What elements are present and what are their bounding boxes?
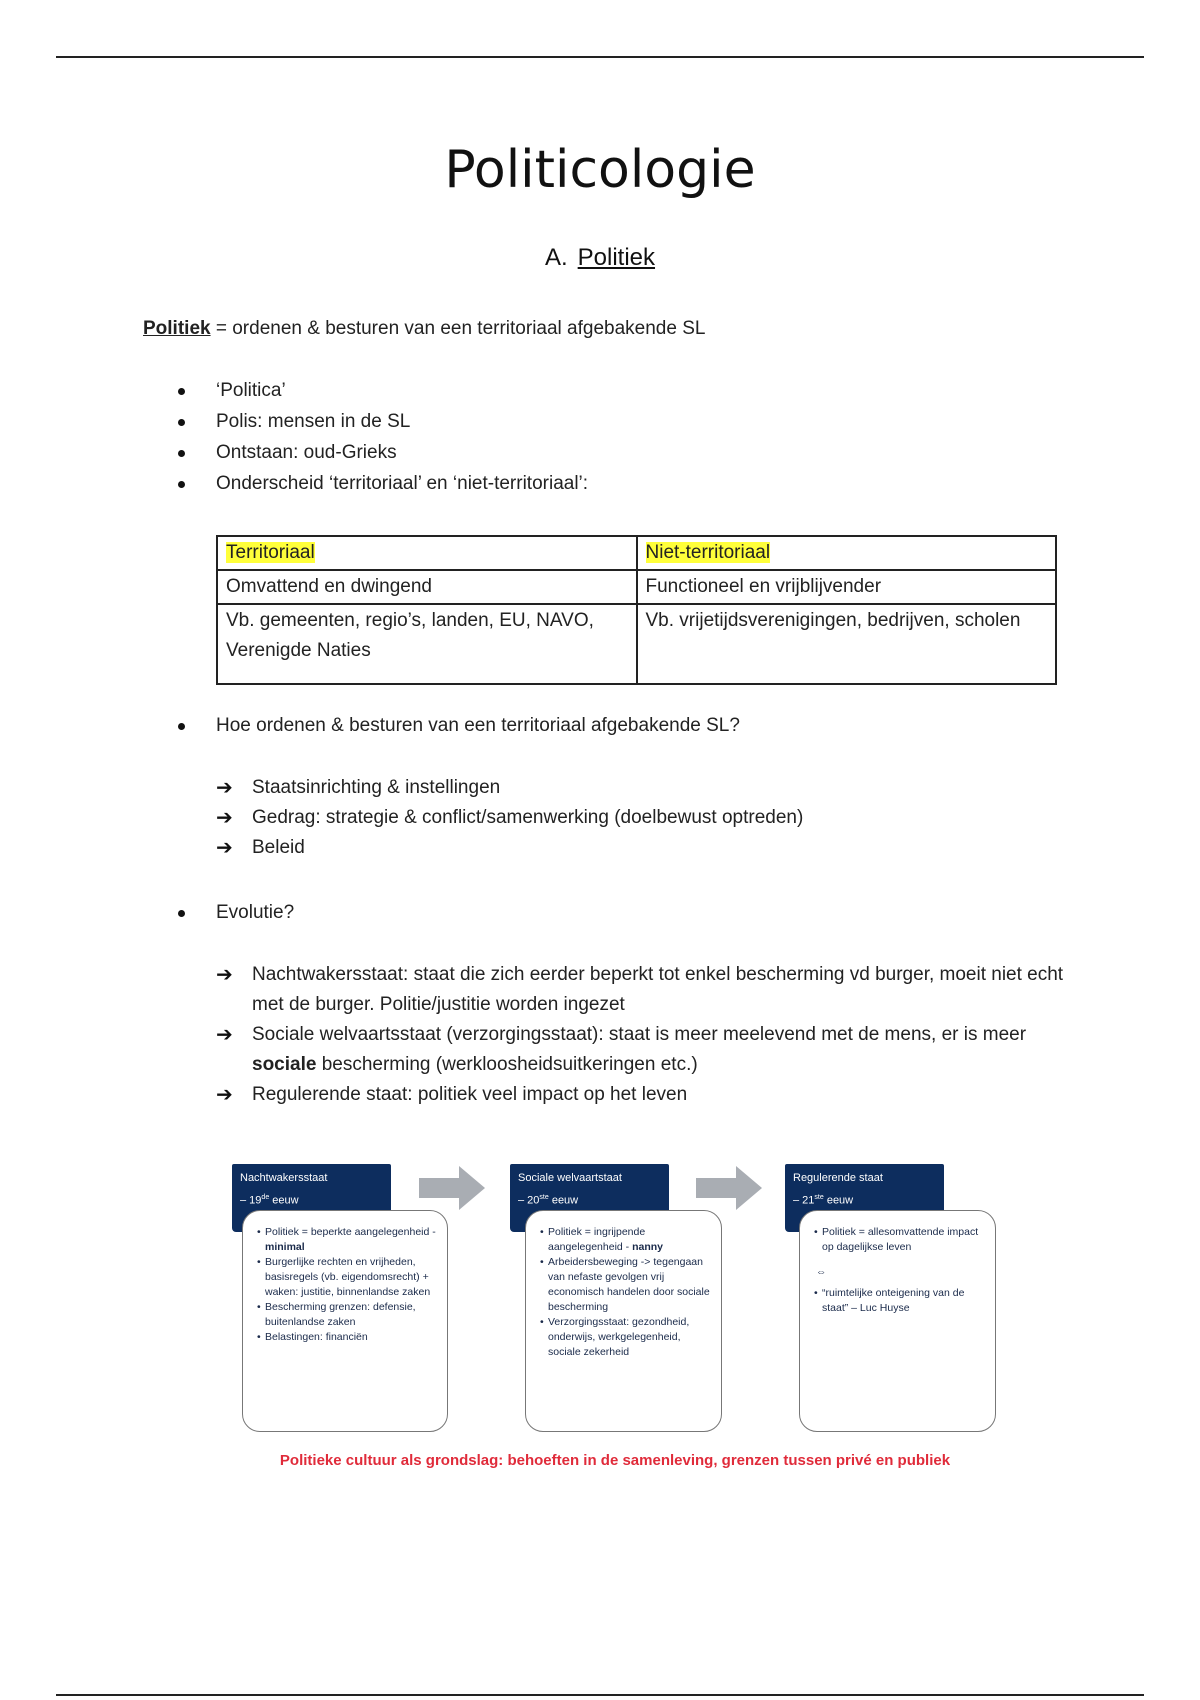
section-heading <box>0 244 1200 272</box>
stage-3-box <box>799 1210 996 1432</box>
bullet-icon <box>178 481 185 488</box>
section-label: Politiek <box>577 244 656 271</box>
list-item: ➔ Staatsinrichting & instellingen <box>216 773 1066 803</box>
arrow-right-icon: ➔ <box>216 1024 233 1046</box>
top-rule <box>56 56 1144 58</box>
list-item: ‘Politica’ <box>178 376 588 407</box>
list-item: • Politiek = ingrijpende aangelegenheid - nanny <box>540 1225 711 1255</box>
section-number: A. <box>544 244 568 271</box>
arrow-right-icon <box>419 1166 485 1210</box>
list-item: ➔ Regulerende staat: politiek veel impact op het leven <box>216 1080 1066 1110</box>
table-header-cell: Territoriaal <box>217 536 637 570</box>
list-item: • Burgerlijke rechten en vrijheden, basisregels (vb. eigendomsrecht) + waken: justitie, binnenlandse zaken <box>257 1255 437 1300</box>
list-item: ➔ Gedrag: strategie & conflict/samenwerking (doelbewust optreden) <box>216 803 1066 833</box>
arrow-right-icon: ➔ <box>216 1084 233 1106</box>
arrow-list-1 <box>216 773 1066 863</box>
bullet-icon <box>178 910 185 917</box>
bullet-icon <box>178 450 185 457</box>
table-header-cell: Niet-territoriaal <box>637 536 1057 570</box>
stage-1-header: Nachtwakersstaat – 19de eeuw <box>232 1164 391 1232</box>
arrow-list-2 <box>216 960 1066 1110</box>
arrow-right-icon: ➔ <box>216 807 233 829</box>
diagram-caption: Politieke cultuur als grondslag: behoeften in de samenleving, grenzen tussen privé en publiek <box>279 1452 951 1469</box>
bullet-icon <box>178 388 185 395</box>
list-item: • Politiek = allesomvattende impact op dagelijkse leven <box>814 1225 985 1255</box>
list-item: ➔ Sociale welvaartsstaat (verzorgingsstaat): staat is meer meelevend met de mens, er is meer sociale bescherming (werkloosheidsuitkeringen etc.) <box>216 1020 1066 1080</box>
intro-bullet-list <box>178 376 588 500</box>
list-item: Onderscheid ‘territoriaal’ en ‘niet-territoriaal’: <box>178 469 588 500</box>
table-cell: Vb. vrijetijdsverenigingen, bedrijven, scholen <box>637 604 1057 684</box>
stage-2-header: Sociale welvaartstaat – 20ste eeuw <box>510 1164 669 1232</box>
list-item: • Bescherming grenzen: defensie, buitenlandse zaken <box>257 1300 437 1330</box>
arrow-right-icon: ➔ <box>216 837 233 859</box>
page-title: Politicologie <box>444 140 756 200</box>
list-item: ➔ Beleid <box>216 833 1066 863</box>
question-bullet-2: Evolutie? <box>178 898 294 928</box>
list-item: • Politiek = beperkte aangelegenheid - minimal <box>257 1225 437 1255</box>
table-cell: Functioneel en vrijblijvender <box>637 570 1057 604</box>
bottom-rule <box>56 1694 1144 1696</box>
table-header-row <box>217 536 1056 570</box>
table-row <box>217 604 1056 684</box>
list-item: • Arbeidersbeweging -> tegengaan van nefaste gevolgen vrij economisch handelen door sociale bescherming <box>540 1255 711 1315</box>
list-item: • Verzorgingsstaat: gezondheid, onderwijs, werkgelegenheid, sociale zekerheid <box>540 1315 711 1360</box>
definition <box>143 318 705 340</box>
definition-term: Politiek <box>143 318 211 339</box>
list-item: Ontstaan: oud-Grieks <box>178 438 588 469</box>
table-cell: Vb. gemeenten, regio’s, landen, EU, NAVO, Verenigde Naties <box>217 604 637 684</box>
table-row <box>217 570 1056 604</box>
list-item: Polis: mensen in de SL <box>178 407 588 438</box>
equivalence-icon: ⇔ <box>816 1266 827 1278</box>
list-item: ➔ Nachtwakersstaat: staat die zich eerder beperkt tot enkel bescherming vd burger, moeit niet echt met de burger. Politie/justitie worden ingezet <box>216 960 1066 1020</box>
definition-text: = ordenen & besturen van een territoriaal afgebakende SL <box>210 318 706 339</box>
list-item: • “ruimtelijke onteigening van de staat” – Luc Huyse <box>814 1286 985 1316</box>
comparison-table <box>216 535 1057 685</box>
table-cell: Omvattend en dwingend <box>217 570 637 604</box>
arrow-right-icon <box>696 1166 762 1210</box>
list-item: • Belastingen: financiën <box>257 1330 437 1345</box>
bullet-icon <box>178 419 185 426</box>
bullet-icon <box>178 723 185 730</box>
question-bullet-1: Hoe ordenen & besturen van een territoriaal afgebakende SL? <box>178 711 740 741</box>
arrow-right-icon: ➔ <box>216 777 233 799</box>
stage-3-header: Regulerende staat – 21ste eeuw <box>785 1164 944 1232</box>
stage-2-box <box>525 1210 722 1432</box>
arrow-right-icon: ➔ <box>216 964 233 986</box>
stage-1-box <box>242 1210 448 1432</box>
